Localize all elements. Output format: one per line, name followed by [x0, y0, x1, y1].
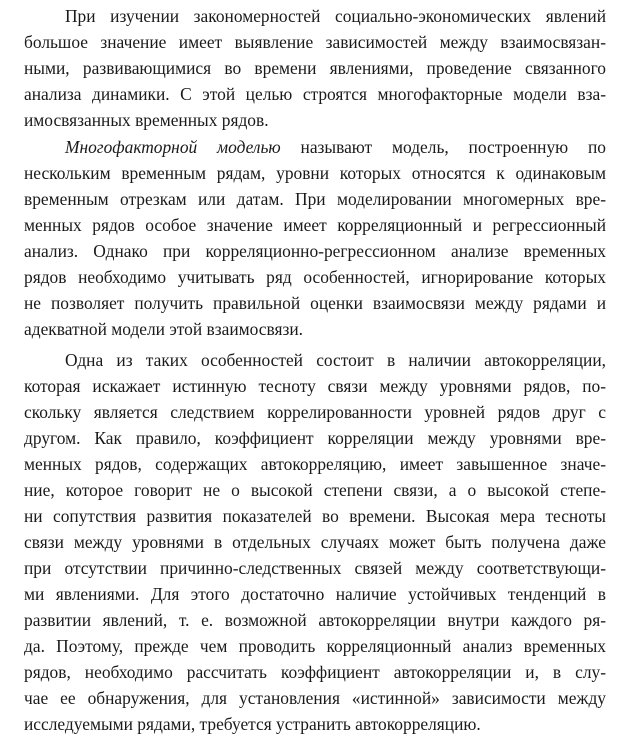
text-line: менных рядов особое значение имеет корреляционный и регрессионный: [24, 215, 606, 235]
text-line: не позволяет получить правильной оценки взаимосвязи между рядами и: [24, 293, 606, 313]
text-line-rest: называют модель, построенную по: [280, 137, 606, 157]
text-line: рядов необходимо учитывать ряд особенностей, игнорирование которых: [24, 267, 606, 287]
text-line: большое значение имеет выявление зависимостей между взаимосвязан-: [24, 32, 606, 52]
text-line: рядов, необходимо рассчитать коэффициент автокорреляции и, в слу-: [24, 662, 606, 682]
text-line: другом. Как правило, коэффициент корреляции между уровнями вре-: [24, 428, 606, 448]
text-line: временным отрезкам или датам. При моделировании многомерных вре-: [24, 189, 606, 209]
text-line: ни сопутствия развития показателей во времени. Высокая мера тесноты: [24, 506, 606, 526]
text-line: Одна из таких особенностей состоит в наличии автокорреляции,: [65, 350, 606, 370]
text-line: ными, развивающимися во времени явлениями, проведение связанного: [24, 58, 606, 78]
defined-term: Многофакторной моделью: [65, 137, 281, 157]
text-line: связи между уровнями в отдельных случаях может быть получена даже: [24, 532, 606, 552]
text-line: скольку является следствием коррелированности уровней рядов друг с: [24, 402, 606, 422]
text-line: [65, 134, 606, 160]
text-line: ние, которое говорит не о высокой степени связи, а о высокой степе-: [24, 480, 606, 500]
text-line: имосвязанных временных рядов.: [24, 110, 269, 130]
text-line: развитии явлений, т. е. возможной автокорреляции внутри каждого ря-: [24, 610, 606, 630]
text-line: адекватной модели этой взаимосвязи.: [24, 319, 303, 339]
text-line: которая искажает истинную тесноту связи между уровнями рядов, по-: [24, 376, 606, 396]
text-line: нескольким временным рядам, уровни которых относятся к одинаковым: [24, 163, 606, 183]
text-line: При изучении закономерностей социально-экономических явлений: [65, 6, 606, 26]
text-line: при отсутствии причинно-следственных связей между соответствующи-: [24, 558, 606, 578]
text-line: менных рядов, содержащих автокорреляцию, имеет завышенное значе-: [24, 454, 606, 474]
text-line: анализ. Однако при корреляционно-регрессионном анализе временных: [24, 241, 606, 261]
text-line: ми явлениями. Для этого достаточно наличие устойчивых тенденций в: [24, 584, 606, 604]
text-line: чае ее обнаружения, для установления «истинной» зависимости между: [24, 688, 606, 708]
text-line: анализа динамики. С этой целью строятся многофакторные модели вза-: [24, 84, 606, 104]
text-line: да. Поэтому, прежде чем проводить корреляционный анализ временных: [24, 636, 606, 656]
text-line: исследуемыми рядами, требуется устранить автокорреляцию.: [24, 714, 481, 734]
